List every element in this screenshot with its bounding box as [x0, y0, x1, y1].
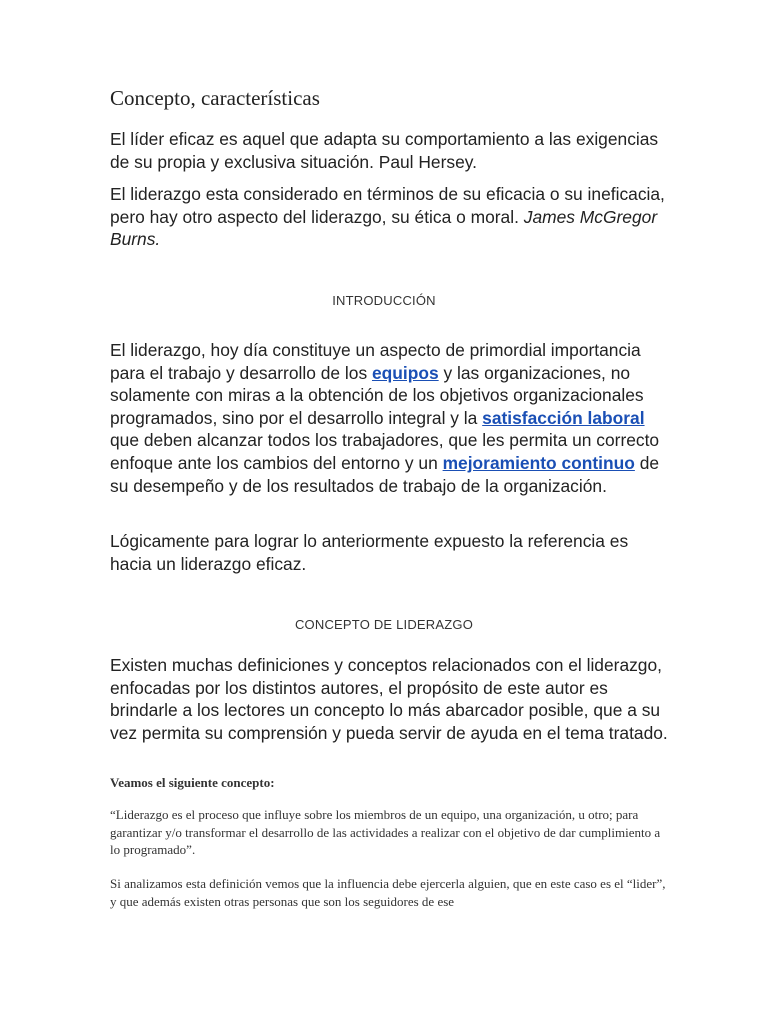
- link-mejoramiento-continuo[interactable]: mejoramiento continuo: [442, 452, 635, 473]
- quote-hersey: El líder eficaz es aquel que adapta su comportamiento a las exigencias de su propia y exclusiva situación. Paul Hersey.: [110, 129, 659, 172]
- section-title-introduccion: INTRODUCCIÓN: [332, 293, 436, 308]
- intro-text-1: El liderazgo, hoy día constituye un aspecto de primordial importancia para el trabajo y desarrollo de los: [110, 340, 641, 383]
- intro-paragraph: [110, 339, 670, 497]
- concept-definition: “Liderazgo es el proceso que influye sobre los miembros de un equipo, una organización, u otro; para garantizar y/o transformar el desarrollo de las actividades a realizar con el objetivo de dar cumplimiento a lo programado”.: [110, 807, 661, 857]
- section-title-concepto: CONCEPTO DE LIDERAZGO: [294, 617, 474, 632]
- concept-subheading: Veamos el siguiente concepto:: [110, 775, 275, 790]
- intro-text-3: que deben alcanzar todos los trabajadores, que les permita un correcto enfoque ante los cambios del entorno y un: [110, 430, 660, 473]
- intro-text-4: de su desempeño y de los resultados de trabajo de la organización.: [110, 452, 660, 496]
- quote-burns-author: James McGregor Burns.: [110, 206, 658, 250]
- link-satisfaccion-laboral[interactable]: satisfacción laboral: [482, 407, 645, 428]
- quote-burns: [110, 183, 670, 251]
- intro-text-2: y las organizaciones, no solamente con miras a la obtención de los objetivos organizacionales programados, sino por el desarrollo integral y la: [110, 362, 644, 428]
- quote-burns-text: El liderazgo esta considerado en términos de su eficacia o su ineficacia, pero hay otro aspecto del liderazgo, su ética o moral.: [110, 184, 665, 227]
- link-equipos[interactable]: equipos: [371, 362, 439, 383]
- intro-paragraph-2: Lógicamente para lograr lo anteriormente expuesto la referencia es hacia un liderazgo eficaz.: [110, 531, 629, 574]
- concept-paragraph: Existen muchas definiciones y conceptos relacionados con el liderazgo, enfocadas por los distintos autores, el propósito de este autor es brindarle a los lectores un concepto lo más abarcador posible, que a su vez permita su comprensión y pueda servir de ayuda en el tema tratado.: [110, 655, 668, 743]
- concept-analysis: Si analizamos esta definición vemos que la influencia debe ejercerla alguien, que en este caso es el “lider”, y que además existen otras personas que son los seguidores de ese: [110, 876, 666, 909]
- page-heading: Concepto, características: [110, 86, 320, 110]
